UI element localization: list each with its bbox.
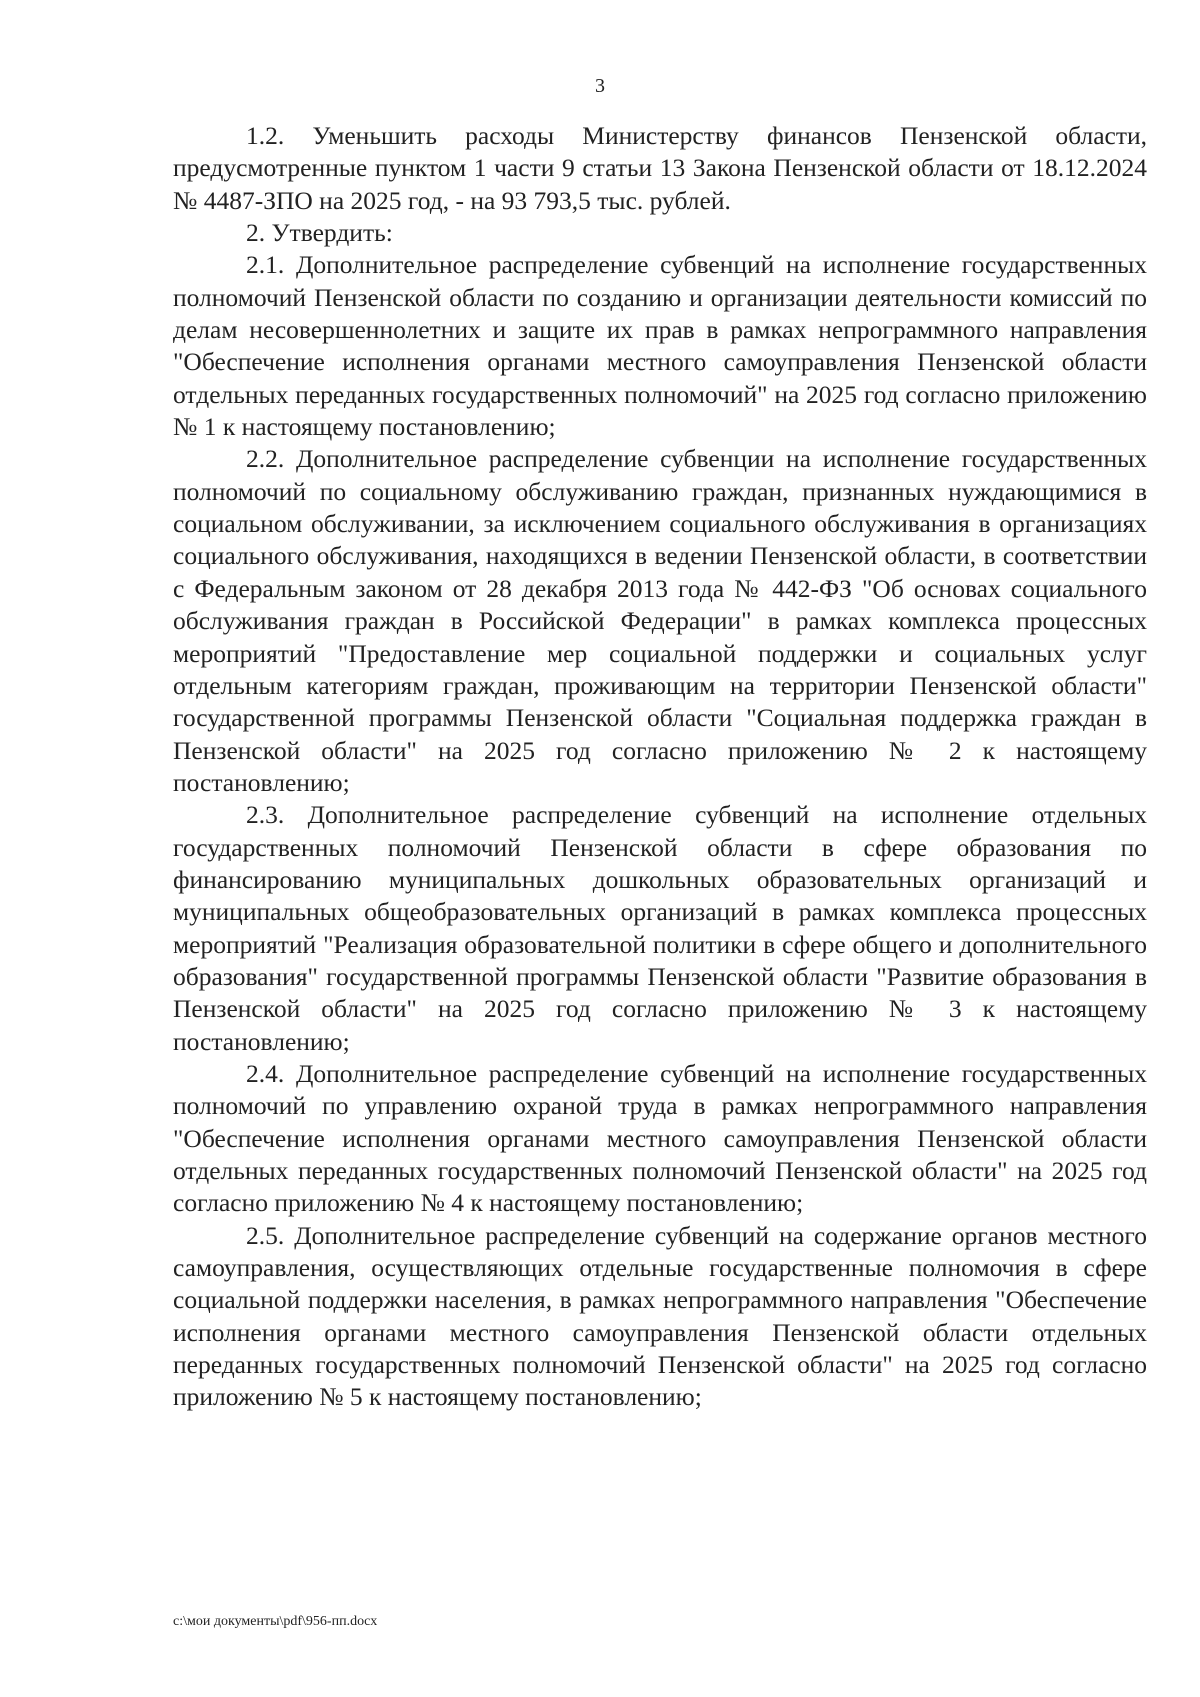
document-body: [173, 120, 1147, 1414]
paragraph-2-2: 2.2. Дополнительное распределение субвенции на исполнение государственных полномочий по социальному обслуживанию граждан, признанных нуждающимися в социальном обслуживании, за исключением социального обслуживания в организациях социального обслуживания, находящихся в ведении Пензенской области, в соответствии с Федеральным законом от 28 декабря 2013 года № 442-ФЗ "Об основах социального обслуживания граждан в Российской Федерации" в рамках комплекса процессных мероприятий "Предоставление мер социальной поддержки и социальных услуг отдельным категориям граждан, проживающим на территории Пензенской области" государственной программы Пензенской области "Социальная поддержка граждан в Пензенской области" на 2025 год согласно приложению № 2 к настоящему постановлению;: [173, 444, 1147, 797]
paragraph-2-3: 2.3. Дополнительное распределение субвенций на исполнение отдельных государственных полномочий Пензенской области в сфере образования по финансированию муниципальных дошкольных образовательных организаций и муниципальных общеобразовательных организаций в рамках комплекса процессных мероприятий "Реализация образовательной политики в сфере общего и дополнительного образования" государственной программы Пензенской области "Развитие образования в Пензенской области" на 2025 год согласно приложению № 3 к настоящему постановлению;: [173, 800, 1147, 1056]
page-number: 3: [595, 75, 605, 97]
paragraph-2-1: 2.1. Дополнительное распределение субвенций на исполнение государственных полномочий Пензенской области по созданию и организации деятельности комиссий по делам несовершеннолетних и защите их прав в рамках непрограммного направления "Обеспечение исполнения органами местного самоуправления Пензенской области отдельных переданных государственных полномочий" на 2025 год согласно приложению № 1 к настоящему постановлению;: [173, 250, 1147, 442]
paragraph-2: 2. Утвердить:: [246, 218, 393, 248]
paragraph-1-2: 1.2. Уменьшить расходы Министерству финансов Пензенской области, предусмотренные пунктом 1 части 9 статьи 13 Закона Пензенской области от 18.12.2024 № 4487-ЗПО на 2025 год, - на 93 793,5 тыс. рублей.: [173, 121, 1147, 215]
paragraph-2-5: 2.5. Дополнительное распределение субвенций на содержание органов местного самоуправления, осуществляющих отдельные государственные полномочия в сфере социальной поддержки населения, в рамках непрограммного направления "Обеспечение исполнения органами местного самоуправления Пензенской области отдельных переданных государственных полномочий Пензенской области" на 2025 год согласно приложению № 5 к настоящему постановлению;: [173, 1220, 1147, 1412]
footer-file-path: c:\мои документы\pdf\956-пп.docx: [173, 1614, 378, 1629]
paragraph-2-4: 2.4. Дополнительное распределение субвенций на исполнение государственных полномочий по управлению охраной труда в рамках непрограммного направления "Обеспечение исполнения органами местного самоуправления Пензенской области отдельных переданных государственных полномочий Пензенской области" на 2025 год согласно приложению № 4 к настоящему постановлению;: [173, 1058, 1147, 1218]
